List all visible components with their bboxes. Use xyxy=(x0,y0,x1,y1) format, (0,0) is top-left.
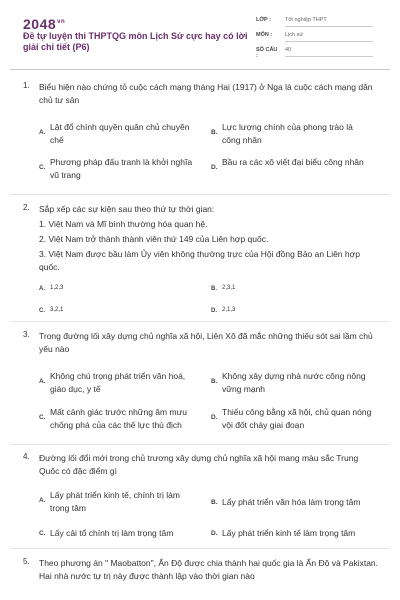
option-text: Bầu ra các xô viết đại biểu công nhân xyxy=(222,157,364,167)
meta-class-label: LỚP : xyxy=(256,17,271,23)
question-text: Trong đường lối xây dựng chủ nghĩa xã hội, Liên Xô đã mắc những thiếu sót sai lầm chủ yếu nào xyxy=(39,331,373,354)
option-letter: C. xyxy=(39,414,46,421)
document-header xyxy=(0,0,400,68)
question-divider xyxy=(10,444,390,445)
option-letter: B. xyxy=(211,286,217,292)
option-text: Không chú trọng phát triển văn hoá, giáo dục, y tế xyxy=(50,371,186,394)
question-text: Biểu hiện nào chứng tỏ cuộc cách mạng tháng Hai (1917) ở Nga là cuộc cách mạng dân chủ tư sản xyxy=(39,82,373,105)
option-text: Không xây dựng nhà nước công nông vững mạnh xyxy=(222,371,366,394)
question-text: Theo phương án " Maobatton", Ấn Độ được chia thành hai quốc gia là Ấn Độ và Pakixtan. Hai nhà nước tự trị này được thành lập vào thời gian nào xyxy=(39,558,379,581)
meta-class-value: Tốt nghiệp THPT xyxy=(285,17,373,27)
option-text: Lấy phát triển kinh tế làm trọng tâm xyxy=(222,528,356,538)
option-text: 2,3,1 xyxy=(222,285,236,291)
meta-count-label: SỐ CÂU : xyxy=(256,47,278,59)
option-letter: A. xyxy=(39,129,46,136)
question-number: 4. xyxy=(23,452,30,461)
option-text: 3,2,1 xyxy=(50,307,64,313)
option-letter: B. xyxy=(211,129,218,136)
option-text: Thiếu công bằng xã hội, chủ quan nóng vội đốt cháy giai đoạn xyxy=(222,407,372,430)
option-letter: B. xyxy=(211,499,218,506)
option-letter: A. xyxy=(39,286,45,292)
option-text: Lực lượng chính của phong trào là công nhân xyxy=(222,122,353,145)
site-logo[interactable]: $2048^{vn}$ xyxy=(23,16,66,32)
event-2: 2. Việt Nam trở thành thành viên thứ 149 của Liên hợp quốc. xyxy=(39,234,269,244)
option-letter: D. xyxy=(211,414,218,421)
option-letter: D. xyxy=(211,530,218,537)
question-2 xyxy=(23,203,373,318)
option-letter: A. xyxy=(39,497,46,504)
option-letter: B. xyxy=(211,378,218,385)
question-number: 1. xyxy=(23,81,30,90)
option-letter: C. xyxy=(39,308,45,314)
question-number: 3. xyxy=(23,330,30,339)
question-text: Sắp xếp các sự kiện sau theo thứ tự thời gian: xyxy=(39,204,215,214)
question-3 xyxy=(23,330,373,440)
question-number: 2. xyxy=(23,203,30,212)
option-text: Lấy phát triển kinh tế, chính trị làm trọng tâm xyxy=(50,490,180,513)
option-letter: D. xyxy=(211,164,218,171)
option-letter: A. xyxy=(39,378,46,385)
question-5 xyxy=(23,557,379,597)
question-divider xyxy=(10,548,390,549)
question-divider xyxy=(10,194,390,195)
event-3: 3. Việt Nam được bầu làm Ủy viên không thường trực của Hội đồng Bảo an Liên hợp quốc. xyxy=(39,249,360,272)
meta-subject-value: Lịch sử xyxy=(285,32,373,42)
option-text: Lật đổ chính quyền quân chủ chuyên chế xyxy=(50,122,190,145)
header-divider xyxy=(10,69,390,70)
option-text: 1,2,3 xyxy=(50,285,64,291)
option-text: Mất cảnh giác trước những âm mưu chống phá của các thế lực thù địch xyxy=(50,407,187,430)
meta-subject-label: MÔN : xyxy=(256,32,273,38)
question-1 xyxy=(23,81,373,191)
question-4 xyxy=(23,452,373,542)
option-text: Lấy cải tổ chính trị làm trọng tâm xyxy=(50,528,174,538)
document-title: Đề tự luyện thi THPTQG môn Lịch Sử cực hay có lời giải chi tiết (P6) xyxy=(23,31,248,52)
question-divider xyxy=(10,321,390,322)
option-text: Phương pháp đấu tranh là khởi nghĩa vũ trang xyxy=(50,157,193,180)
question-number: 5. xyxy=(23,557,30,566)
option-letter: C. xyxy=(39,530,46,537)
option-letter: D. xyxy=(211,308,217,314)
option-text: 2,1,3 xyxy=(222,307,236,313)
event-1: 1. Việt Nam và Mĩ bình thường hóa quan hệ. xyxy=(39,219,208,229)
option-text: Lấy phát triển văn hóa làm trọng tâm xyxy=(222,497,361,507)
question-text: Đường lối đổi mới trong chủ trương xây dựng chủ nghĩa xã hội mang màu sắc Trung Quốc có đặc điểm gì xyxy=(39,453,359,476)
meta-count-value: 40 xyxy=(285,47,373,57)
option-letter: C. xyxy=(39,164,46,171)
